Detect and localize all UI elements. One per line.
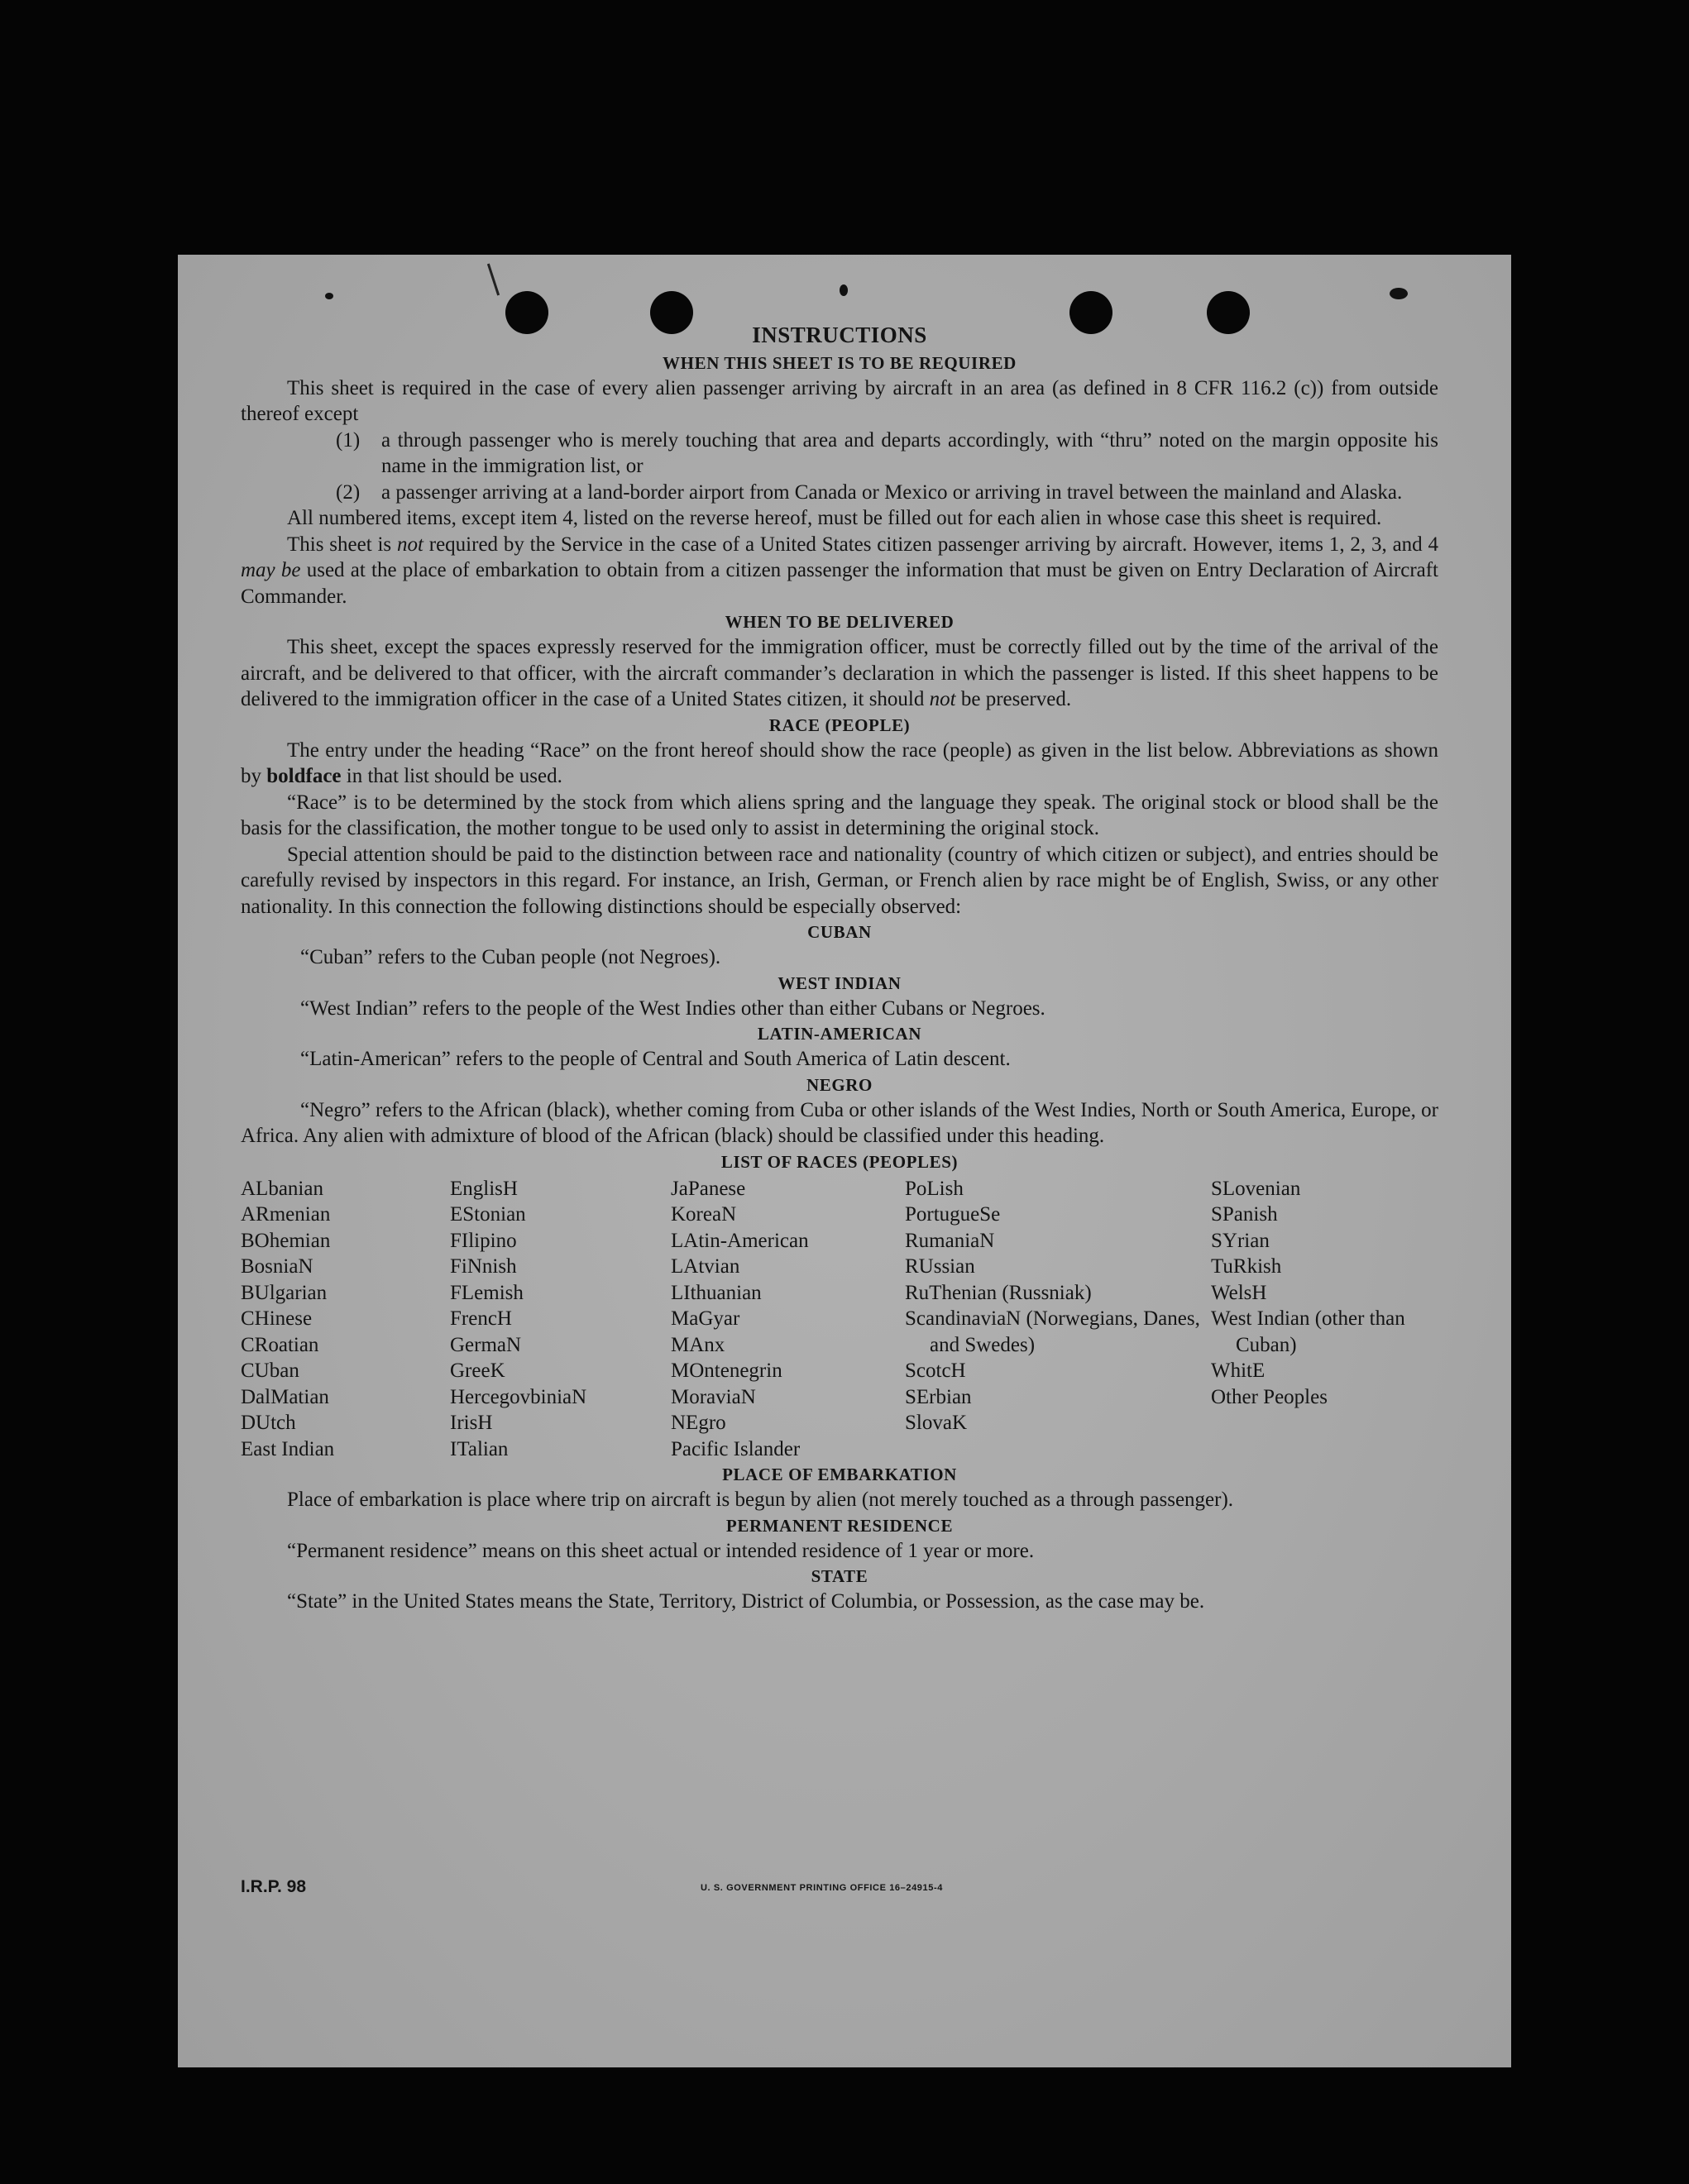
definition: “State” in the United States means the State, Territory, District of Columbia, or Possession, as the case may be.: [287, 1590, 1205, 1613]
race-column: [450, 1176, 671, 1463]
punch-hole: [1069, 291, 1112, 334]
race-entry: CHinese: [241, 1307, 313, 1330]
text-run: be preserved.: [955, 688, 1072, 710]
race-entry: DalMatian: [241, 1385, 329, 1408]
paragraph: “Race” is to be determined by the stock from which aliens spring and the language they speak. The original stock or blood shall be the basis for the classification, the mother tongue to be used only to assist in determining the original stock.: [241, 791, 1438, 839]
speck: [325, 293, 333, 299]
race-entry: EnglisH: [450, 1177, 518, 1200]
definition: “Negro” refers to the African (black), whether coming from Cuba or other islands of the West Indies, North or South America, Europe, or Africa. Any alien with admixture of blood of the African (black) should be classified under this heading.: [241, 1098, 1438, 1147]
section-heading: RACE (PEOPLE): [768, 714, 911, 735]
definition: “Cuban” refers to the Cuban people (not Negroes).: [300, 946, 721, 968]
race-entry: NEgro: [671, 1412, 726, 1434]
race-entry: RUssian: [905, 1255, 975, 1278]
section-heading: WHEN THIS SHEET IS TO BE REQUIRED: [663, 352, 1017, 373]
race-entry: HercegovbiniaN: [450, 1385, 587, 1408]
exception-item: [241, 428, 1438, 480]
race-entry: MoraviaN: [671, 1385, 756, 1408]
race-column: [241, 1176, 450, 1463]
race-entry: FrencH: [450, 1307, 512, 1330]
race-column: [1211, 1176, 1434, 1463]
text-run: This sheet, except the spaces expressly reserved for the immigration officer, must be correctly filled out by the time of the arrival of the aircraft, and be delivered to that officer, with the aircraft commander’s declaration in which the passenger is listed. If this sheet happens to be delivered to the immigration officer in the case of a United States citizen, it should: [241, 636, 1438, 710]
race-entry: ITalian: [450, 1437, 509, 1460]
race-entry: FLemish: [450, 1281, 524, 1304]
race-entry: WhitE: [1211, 1360, 1266, 1382]
section-heading: NEGRO: [806, 1074, 873, 1095]
race-entry: LAtvian: [671, 1255, 740, 1278]
race-entry: KoreaN: [671, 1203, 737, 1226]
section-heading: PERMANENT RESIDENCE: [725, 1515, 954, 1536]
page-title: INSTRUCTIONS: [752, 323, 927, 347]
race-entry: CRoatian: [241, 1333, 319, 1356]
emphasis: may be: [241, 559, 301, 581]
race-entry: FIlipino: [450, 1229, 517, 1252]
text-run: used at the place of embarkation to obtain from a citizen passenger the information that must be given on Entry Declaration of Aircraft Commander.: [241, 559, 1439, 608]
race-entry: ARmenian: [241, 1203, 331, 1226]
speck: [1390, 288, 1408, 299]
paragraph: This sheet is required in the case of every alien passenger arriving by aircraft in an area (as defined in 8 CFR 116.2 (c)) from outside thereof except: [241, 376, 1438, 425]
bold-text: boldface: [266, 765, 342, 787]
race-entry: IrisH: [450, 1412, 493, 1434]
paragraph: [241, 738, 1438, 790]
race-entry: SLovenian: [1211, 1177, 1301, 1200]
race-list: [241, 1176, 1438, 1463]
section-heading: PLACE OF EMBARKATION: [722, 1465, 957, 1484]
race-entry: MOntenegrin: [671, 1360, 782, 1382]
section-heading: LIST OF RACES (PEOPLES): [720, 1151, 959, 1172]
race-entry: RumaniaN: [905, 1229, 995, 1252]
race-entry: DUtch: [241, 1412, 296, 1434]
text-run: The entry under the heading “Race” on the front hereof should show the race (people) as given in the list below. Abbreviations as shown by: [241, 738, 1438, 787]
section-heading: WEST INDIAN: [778, 973, 902, 993]
item-text: a through passenger who is merely touching that area and departs accordingly, with “thru” noted on the margin opposite his name in the immigration list, or: [381, 428, 1438, 477]
paragraph: All numbered items, except item 4, listed on the reverse hereof, must be filled out for each alien in whose case this sheet is required.: [287, 507, 1382, 529]
text-run: in that list should be used.: [341, 765, 562, 787]
race-entry: GreeK: [450, 1360, 505, 1382]
paragraph: [241, 532, 1438, 610]
race-entry: BUlgarian: [241, 1281, 328, 1304]
item-text: a passenger arriving at a land-border airport from Canada or Mexico or arriving in travel between the mainland and Alaska.: [381, 480, 1403, 504]
race-entry: SlovaK: [905, 1412, 967, 1434]
printer-imprint: U. S. GOVERNMENT PRINTING OFFICE 16–24915-4: [701, 1883, 943, 1893]
paragraph: Special attention should be paid to the distinction between race and nationality (country of which citizen or subject), and entries should be carefully revised by inspectors in this regard. For instance, an Irish, German, or French alien by race might be of English, Swiss, or any other nationality. In this connection the following distinctions should be especially observed:: [241, 843, 1438, 918]
section-heading: CUBAN: [807, 922, 872, 942]
race-entry: East Indian: [241, 1437, 335, 1460]
race-entry: SYrian: [1211, 1229, 1270, 1252]
punch-hole: [650, 291, 693, 334]
race-entry: ScotcH: [905, 1360, 966, 1382]
speck: [840, 284, 848, 296]
race-entry: PoLish: [905, 1177, 964, 1200]
punch-hole: [1207, 291, 1250, 334]
text-run: This sheet is: [287, 533, 397, 556]
race-entry: West Indian (other than Cuban): [1211, 1307, 1405, 1356]
race-entry: MaGyar: [671, 1307, 740, 1330]
race-entry: ALbanian: [241, 1177, 323, 1200]
definition: Place of embarkation is place where trip on aircraft is begun by alien (not merely touched as a through passenger).: [287, 1489, 1234, 1511]
race-entry: EStonian: [450, 1203, 526, 1226]
race-entry: FiNnish: [450, 1255, 517, 1278]
race-entry: LIthuanian: [671, 1281, 762, 1304]
race-entry: RuThenian (Russniak): [905, 1281, 1092, 1304]
section-heading: WHEN TO BE DELIVERED: [725, 612, 955, 632]
race-entry: SPanish: [1211, 1203, 1278, 1226]
race-entry: MAnx: [671, 1333, 725, 1356]
race-entry: CUban: [241, 1360, 299, 1382]
race-entry: JaPanese: [671, 1177, 746, 1200]
paragraph: [241, 634, 1438, 713]
definition: “West Indian” refers to the people of the West Indies other than either Cubans or Negroes.: [300, 996, 1045, 1020]
race-entry: TuRkish: [1211, 1255, 1282, 1278]
race-entry: Other Peoples: [1211, 1385, 1328, 1408]
race-entry: ScandinaviaN (Norwegians, Danes, and Swedes): [905, 1307, 1200, 1356]
section-heading: STATE: [811, 1566, 868, 1586]
race-entry: SErbian: [905, 1385, 972, 1408]
race-entry: BosniaN: [241, 1255, 313, 1278]
race-column: [671, 1176, 905, 1463]
race-column: [905, 1176, 1211, 1463]
race-entry: Pacific Islander: [671, 1437, 801, 1460]
item-number: (1): [336, 428, 361, 452]
emphasis: not: [929, 688, 956, 710]
exception-item: [241, 480, 1438, 506]
form-number: I.R.P. 98: [241, 1877, 306, 1896]
definition: “Permanent residence” means on this sheet actual or intended residence of 1 year or more.: [287, 1539, 1035, 1562]
item-number: (2): [336, 480, 361, 504]
race-entry: WelsH: [1211, 1281, 1267, 1304]
race-entry: LAtin-American: [671, 1229, 809, 1252]
race-entry: BOhemian: [241, 1229, 331, 1252]
race-entry: PortugueSe: [905, 1203, 1001, 1226]
text-run: required by the Service in the case of a United States citizen passenger arriving by aircraft. However, items 1, 2, 3, and 4: [423, 533, 1438, 556]
race-entry: GermaN: [450, 1333, 522, 1356]
punch-hole: [505, 291, 548, 334]
emphasis: not: [396, 533, 423, 556]
section-heading: LATIN-AMERICAN: [757, 1024, 922, 1044]
instruction-sheet: [178, 255, 1511, 2067]
definition: “Latin-American” refers to the people of Central and South America of Latin descent.: [300, 1048, 1011, 1070]
paper-tear: [487, 264, 500, 296]
